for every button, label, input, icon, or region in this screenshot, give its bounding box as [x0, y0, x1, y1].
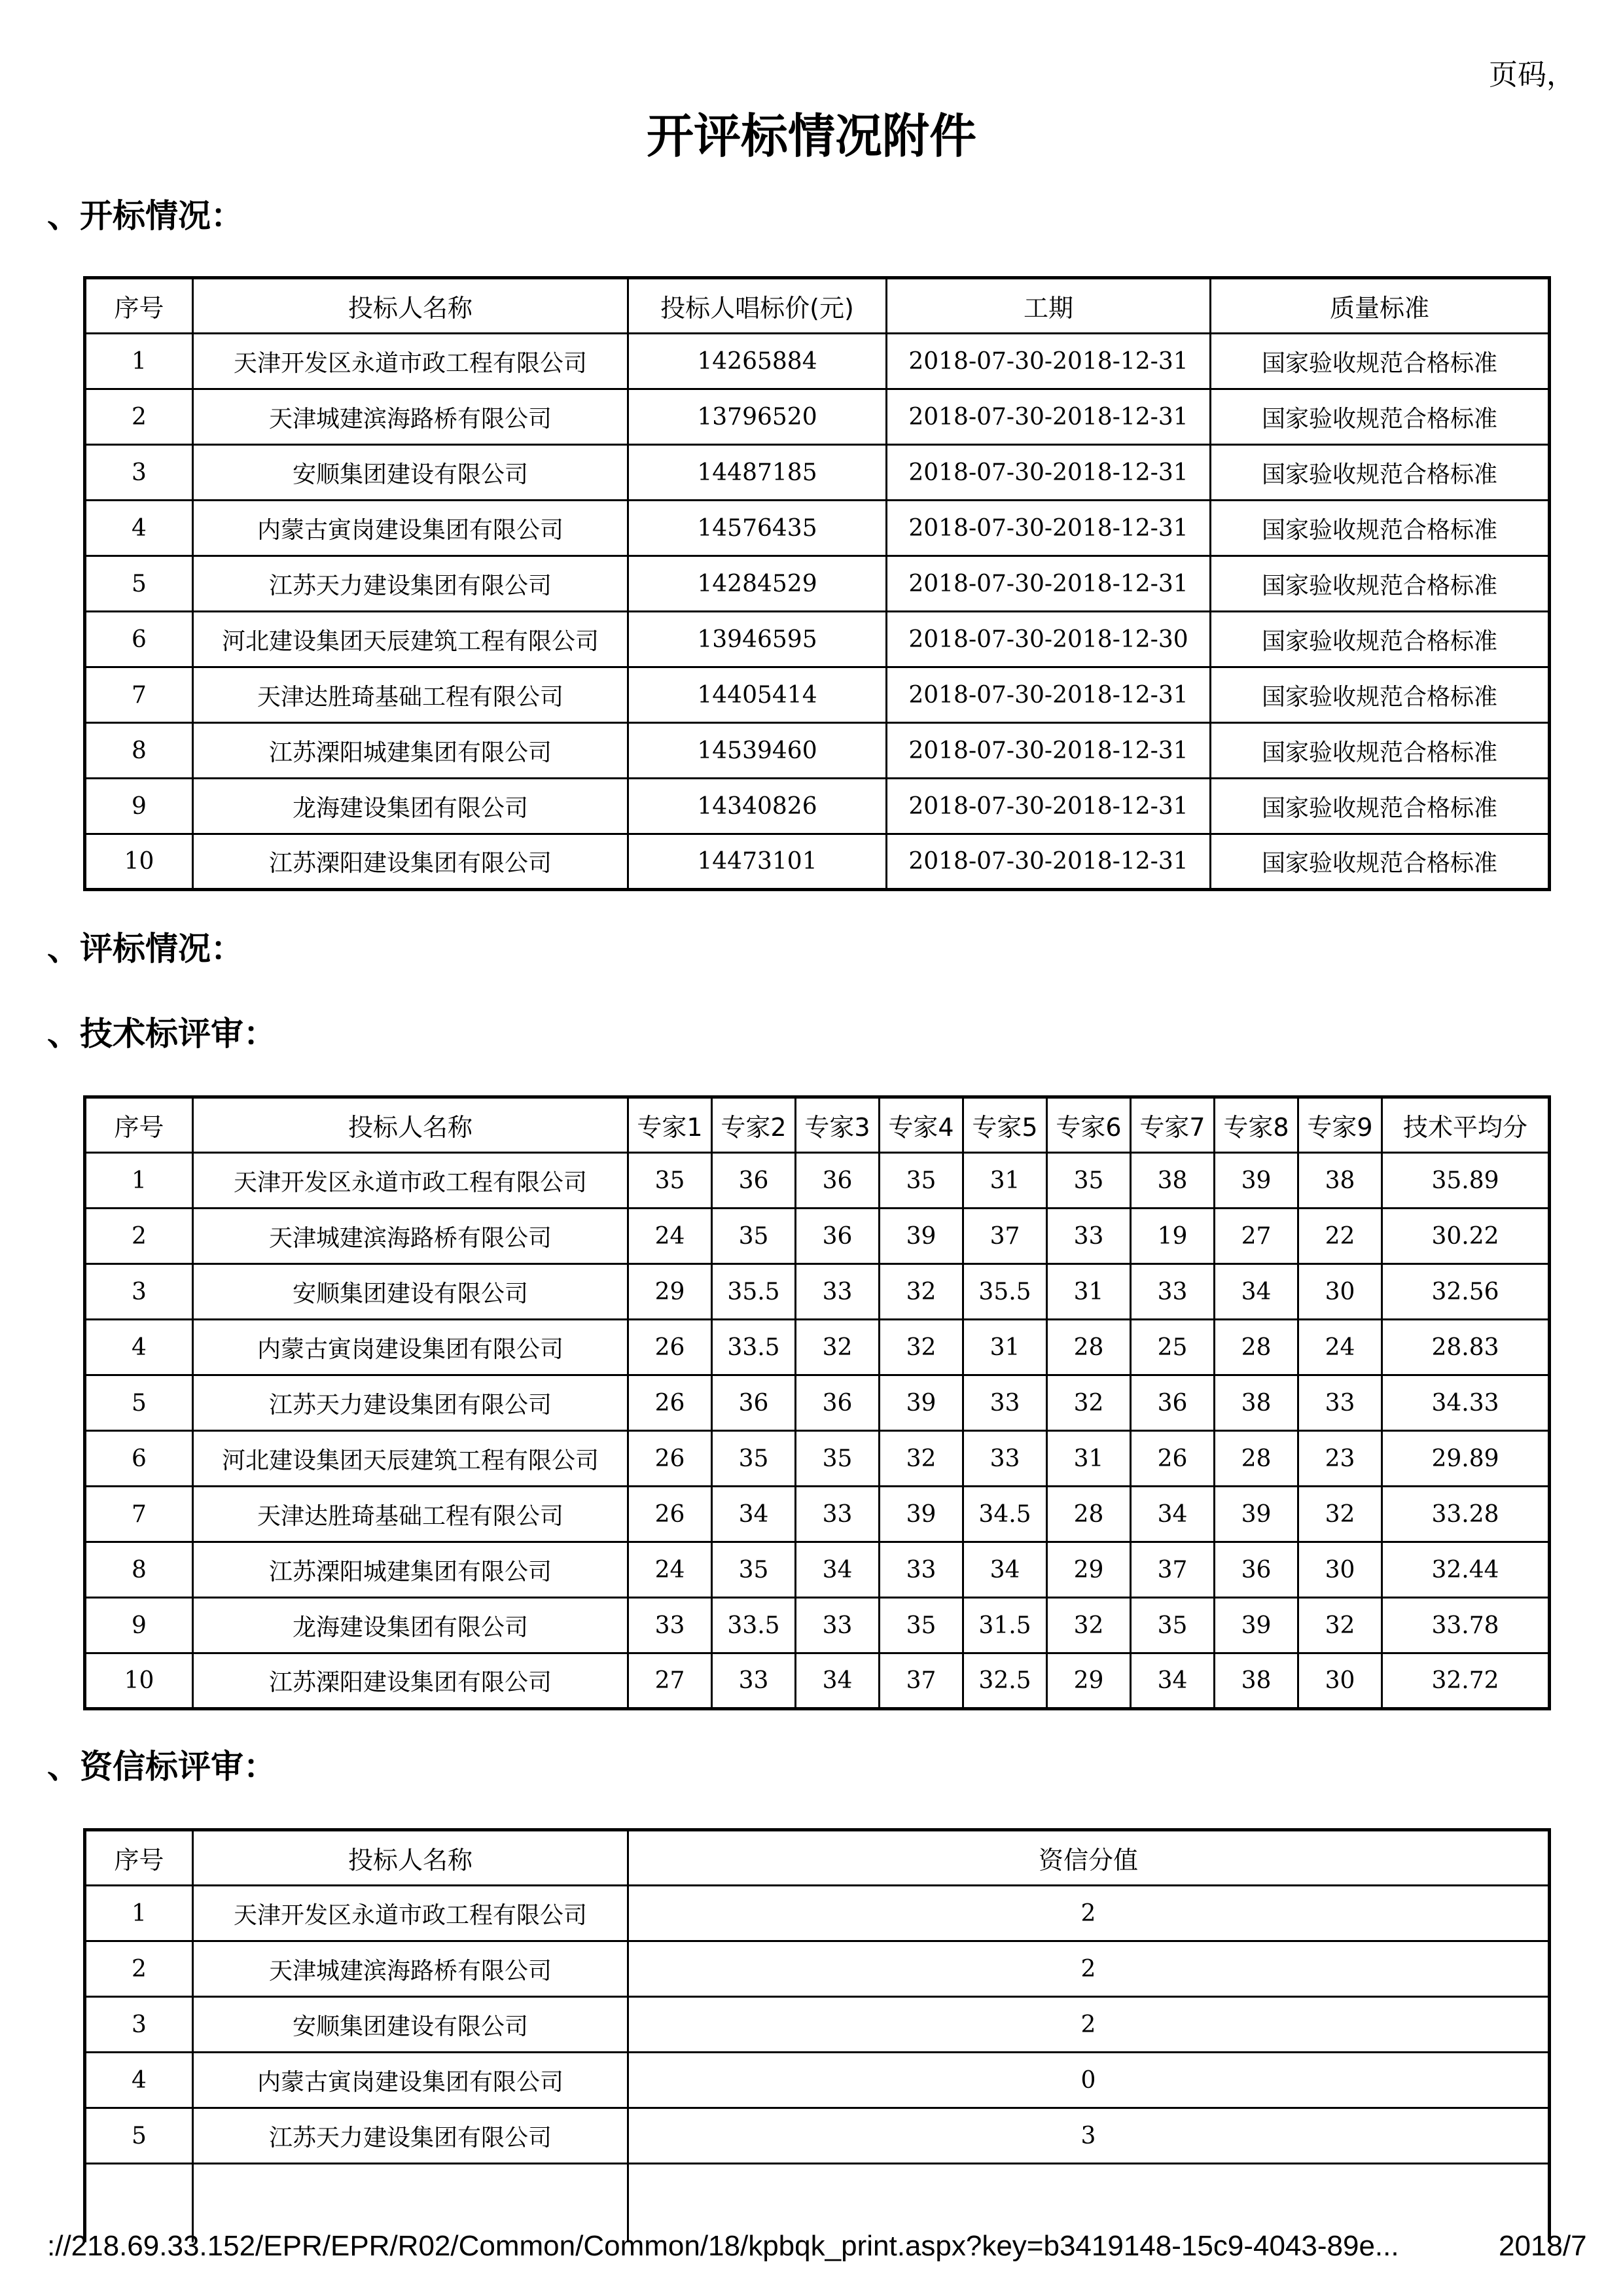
- table-cell: 33: [796, 1598, 880, 1653]
- table-cell: 2: [628, 1941, 1550, 1997]
- table-cell: 33: [1131, 1264, 1215, 1320]
- table-cell: 33.28: [1382, 1487, 1550, 1542]
- table-cell: 2: [85, 1941, 193, 1997]
- table-cell: 28: [1215, 1320, 1298, 1375]
- table-cell: 8: [85, 1542, 193, 1598]
- header-row: [85, 1830, 1550, 1886]
- table-row: [85, 2108, 1550, 2164]
- table-cell: 32: [1047, 1375, 1131, 1431]
- table-cell: 33: [712, 1653, 796, 1709]
- column-header: 序号: [85, 278, 193, 334]
- table-cell: 39: [880, 1375, 963, 1431]
- table-cell: 国家验收规范合格标准: [1211, 834, 1550, 890]
- table-row: [85, 1431, 1550, 1487]
- table-cell: 36: [796, 1153, 880, 1209]
- table-cell: 34: [1215, 1264, 1298, 1320]
- table-cell: 5: [85, 556, 193, 612]
- section-heading-technical: 、技术标评审：: [47, 1015, 276, 1053]
- table-cell: 26: [628, 1320, 712, 1375]
- table-row: [85, 779, 1550, 834]
- table-row: [85, 1153, 1550, 1209]
- credit-table-body: [85, 1886, 1550, 2242]
- table-cell: 35: [880, 1153, 963, 1209]
- table-cell: 14284529: [628, 556, 887, 612]
- table-cell: 32.5: [963, 1653, 1047, 1709]
- table-cell: 天津达胜琦基础工程有限公司: [193, 667, 628, 723]
- table-cell: 28: [1047, 1487, 1131, 1542]
- table-cell: 1: [85, 1153, 193, 1209]
- table-cell: 32: [880, 1320, 963, 1375]
- table-cell: 3: [628, 2108, 1550, 2164]
- table-cell: 国家验收规范合格标准: [1211, 445, 1550, 501]
- table-cell: 14405414: [628, 667, 887, 723]
- table-row: [85, 1209, 1550, 1264]
- table-cell: 14576435: [628, 501, 887, 556]
- table-cell: 37: [963, 1209, 1047, 1264]
- table-row: [85, 445, 1550, 501]
- table-cell: 25: [1131, 1320, 1215, 1375]
- footer-url: ://218.69.33.152/EPR/EPR/R02/Common/Common/18/kpbqk_print.aspx?key=b3419148-15c9-4043-89e...: [47, 2230, 1399, 2262]
- table-row: [85, 389, 1550, 445]
- table-cell: 1: [85, 334, 193, 389]
- table-cell: 34: [1131, 1653, 1215, 1709]
- table-cell: 35: [712, 1542, 796, 1598]
- table-cell: 32: [1047, 1598, 1131, 1653]
- table-cell: 安顺集团建设有限公司: [193, 1997, 628, 2053]
- table-cell: 龙海建设集团有限公司: [193, 779, 628, 834]
- table-cell: 14340826: [628, 779, 887, 834]
- table-cell: 35: [628, 1153, 712, 1209]
- table-cell: 29: [628, 1264, 712, 1320]
- column-header: 质量标准: [1211, 278, 1550, 334]
- table-cell: 31.5: [963, 1598, 1047, 1653]
- table-cell: 34.5: [963, 1487, 1047, 1542]
- table-cell: 33: [963, 1431, 1047, 1487]
- technical-table-body: [85, 1153, 1550, 1709]
- technical-table-header: [85, 1097, 1550, 1153]
- table-cell: 国家验收规范合格标准: [1211, 334, 1550, 389]
- table-cell: 32: [1298, 1598, 1382, 1653]
- table-cell: 14473101: [628, 834, 887, 890]
- section-heading-evaluation: 、评标情况：: [47, 930, 243, 968]
- table-cell: 32.72: [1382, 1653, 1550, 1709]
- table-cell: 13946595: [628, 612, 887, 667]
- table-cell: 34: [712, 1487, 796, 1542]
- table-cell: 江苏溧阳建设集团有限公司: [193, 834, 628, 890]
- table-cell: 34: [1131, 1487, 1215, 1542]
- table-cell: 36: [1131, 1375, 1215, 1431]
- table-cell: 33.78: [1382, 1598, 1550, 1653]
- table-cell: 38: [1215, 1653, 1298, 1709]
- table-cell: 35: [712, 1431, 796, 1487]
- table-cell: 2018-07-30-2018-12-31: [887, 556, 1211, 612]
- table-cell: 3: [85, 1264, 193, 1320]
- column-header: 专家7: [1131, 1097, 1215, 1153]
- credit-table: [83, 1828, 1551, 2242]
- table-cell: 6: [85, 1431, 193, 1487]
- table-cell: 39: [1215, 1153, 1298, 1209]
- table-cell: 29: [1047, 1542, 1131, 1598]
- table-cell: 国家验收规范合格标准: [1211, 612, 1550, 667]
- table-cell: 7: [85, 1487, 193, 1542]
- column-header: 投标人名称: [193, 1097, 628, 1153]
- table-cell: 24: [628, 1542, 712, 1598]
- table-cell: 33: [880, 1542, 963, 1598]
- table-cell: 37: [880, 1653, 963, 1709]
- column-header: 序号: [85, 1097, 193, 1153]
- table-row: [85, 334, 1550, 389]
- table-row: [85, 612, 1550, 667]
- table-cell: 4: [85, 1320, 193, 1375]
- technical-table: [83, 1095, 1551, 1710]
- table-cell: 9: [85, 779, 193, 834]
- footer-date: 2018/7: [1499, 2230, 1587, 2262]
- table-cell: 35: [1047, 1153, 1131, 1209]
- table-cell: 天津开发区永道市政工程有限公司: [193, 1886, 628, 1941]
- table-cell: 14539460: [628, 723, 887, 779]
- table-cell: 36: [796, 1209, 880, 1264]
- table-cell: 27: [628, 1653, 712, 1709]
- table-cell: 内蒙古寅岗建设集团有限公司: [193, 501, 628, 556]
- table-row: [85, 667, 1550, 723]
- table-cell: 35: [712, 1209, 796, 1264]
- table-cell: 36: [1215, 1542, 1298, 1598]
- table-cell: 37: [1131, 1542, 1215, 1598]
- table-cell: 32: [880, 1264, 963, 1320]
- table-cell: 34: [796, 1542, 880, 1598]
- table-row: [85, 723, 1550, 779]
- table-row: [85, 1487, 1550, 1542]
- column-header: 技术平均分: [1382, 1097, 1550, 1153]
- table-cell: 2: [85, 1209, 193, 1264]
- table-cell: 31: [1047, 1264, 1131, 1320]
- table-cell: 10: [85, 834, 193, 890]
- table-cell: 26: [1131, 1431, 1215, 1487]
- table-cell: 24: [628, 1209, 712, 1264]
- table-cell: 38: [1298, 1153, 1382, 1209]
- table-cell: 26: [628, 1431, 712, 1487]
- table-cell: 国家验收规范合格标准: [1211, 389, 1550, 445]
- table-cell: 31: [963, 1153, 1047, 1209]
- table-cell: 2018-07-30-2018-12-31: [887, 334, 1211, 389]
- table-cell: 26: [628, 1487, 712, 1542]
- table-cell: 8: [85, 723, 193, 779]
- table-row: [85, 1941, 1550, 1997]
- table-row: [85, 1997, 1550, 2053]
- table-cell: 天津开发区永道市政工程有限公司: [193, 1153, 628, 1209]
- table-cell: 5: [85, 2108, 193, 2164]
- table-cell: 32.56: [1382, 1264, 1550, 1320]
- table-cell: 江苏溧阳城建集团有限公司: [193, 1542, 628, 1598]
- table-cell: 龙海建设集团有限公司: [193, 1598, 628, 1653]
- table-cell: 2: [628, 1886, 1550, 1941]
- table-row: [85, 2053, 1550, 2108]
- opening-table-body: [85, 334, 1550, 890]
- column-header: 投标人名称: [193, 278, 628, 334]
- table-cell: 39: [1215, 1487, 1298, 1542]
- table-cell: 2018-07-30-2018-12-31: [887, 445, 1211, 501]
- table-cell: 安顺集团建设有限公司: [193, 445, 628, 501]
- column-header: 投标人唱标价(元): [628, 278, 887, 334]
- table-cell: 39: [880, 1487, 963, 1542]
- table-cell: 2: [628, 1997, 1550, 2053]
- table-cell: 34: [963, 1542, 1047, 1598]
- table-cell: 14487185: [628, 445, 887, 501]
- table-cell: 国家验收规范合格标准: [1211, 723, 1550, 779]
- table-cell: 19: [1131, 1209, 1215, 1264]
- section-heading-credit: 、资信标评审：: [47, 1748, 276, 1786]
- table-cell: 4: [85, 501, 193, 556]
- table-cell: 2018-07-30-2018-12-31: [887, 779, 1211, 834]
- table-cell: 江苏溧阳建设集团有限公司: [193, 1653, 628, 1709]
- column-header: 专家2: [712, 1097, 796, 1153]
- table-cell: 内蒙古寅岗建设集团有限公司: [193, 2053, 628, 2108]
- table-cell: 36: [712, 1375, 796, 1431]
- table-cell: 28: [1215, 1431, 1298, 1487]
- table-cell: 32: [796, 1320, 880, 1375]
- table-cell: 14265884: [628, 334, 887, 389]
- column-header: 投标人名称: [193, 1830, 628, 1886]
- table-cell: 33: [796, 1264, 880, 1320]
- opening-table: [83, 276, 1551, 891]
- table-cell: 35: [796, 1431, 880, 1487]
- table-row: [85, 1886, 1550, 1941]
- table-cell: 7: [85, 667, 193, 723]
- column-header: 资信分值: [628, 1830, 1550, 1886]
- table-cell: 国家验收规范合格标准: [1211, 501, 1550, 556]
- table-cell: 2018-07-30-2018-12-31: [887, 667, 1211, 723]
- table-cell: 0: [628, 2053, 1550, 2108]
- table-cell: 28: [1047, 1320, 1131, 1375]
- header-row: [85, 278, 1550, 334]
- table-cell: 河北建设集团天辰建筑工程有限公司: [193, 1431, 628, 1487]
- table-cell: 13796520: [628, 389, 887, 445]
- table-cell: 39: [1215, 1598, 1298, 1653]
- table-cell: 39: [880, 1209, 963, 1264]
- column-header: 专家9: [1298, 1097, 1382, 1153]
- section-heading-opening: 、开标情况：: [47, 197, 243, 235]
- table-cell: 3: [85, 445, 193, 501]
- table-cell: 30.22: [1382, 1209, 1550, 1264]
- column-header: 专家8: [1215, 1097, 1298, 1153]
- table-cell: 河北建设集团天辰建筑工程有限公司: [193, 612, 628, 667]
- table-cell: 30: [1298, 1542, 1382, 1598]
- table-row: [85, 556, 1550, 612]
- table-cell: 天津达胜琦基础工程有限公司: [193, 1487, 628, 1542]
- column-header: 专家1: [628, 1097, 712, 1153]
- table-cell: 36: [796, 1375, 880, 1431]
- table-cell: 35.89: [1382, 1153, 1550, 1209]
- table-cell: 10: [85, 1653, 193, 1709]
- page-number-label: 页码，: [1489, 58, 1575, 92]
- table-cell: 天津城建滨海路桥有限公司: [193, 1209, 628, 1264]
- table-cell: 内蒙古寅岗建设集团有限公司: [193, 1320, 628, 1375]
- opening-table-header: [85, 278, 1550, 334]
- table-cell: 33: [1298, 1375, 1382, 1431]
- table-cell: 26: [628, 1375, 712, 1431]
- table-cell: 2018-07-30-2018-12-31: [887, 723, 1211, 779]
- table-cell: 天津开发区永道市政工程有限公司: [193, 334, 628, 389]
- table-cell: 23: [1298, 1431, 1382, 1487]
- table-cell: 33: [1047, 1209, 1131, 1264]
- credit-table-header: [85, 1830, 1550, 1886]
- table-cell: 33: [796, 1487, 880, 1542]
- table-cell: 34: [796, 1653, 880, 1709]
- column-header: 专家3: [796, 1097, 880, 1153]
- column-header: 专家6: [1047, 1097, 1131, 1153]
- table-row: [85, 501, 1550, 556]
- table-cell: 33: [628, 1598, 712, 1653]
- table-cell: 天津城建滨海路桥有限公司: [193, 389, 628, 445]
- table-cell: 32.44: [1382, 1542, 1550, 1598]
- table-cell: 32: [880, 1431, 963, 1487]
- table-cell: 3: [85, 1997, 193, 2053]
- table-row: [85, 1653, 1550, 1709]
- table-cell: 30: [1298, 1653, 1382, 1709]
- table-cell: 31: [963, 1320, 1047, 1375]
- table-cell: 35: [1131, 1598, 1215, 1653]
- table-cell: 30: [1298, 1264, 1382, 1320]
- column-header: 专家5: [963, 1097, 1047, 1153]
- table-cell: 2018-07-30-2018-12-31: [887, 834, 1211, 890]
- column-header: 工期: [887, 278, 1211, 334]
- table-cell: 32: [1298, 1487, 1382, 1542]
- table-cell: 6: [85, 612, 193, 667]
- table-cell: 2018-07-30-2018-12-31: [887, 389, 1211, 445]
- table-cell: 38: [1131, 1153, 1215, 1209]
- table-cell: 2018-07-30-2018-12-30: [887, 612, 1211, 667]
- table-cell: 29.89: [1382, 1431, 1550, 1487]
- table-row: [85, 1375, 1550, 1431]
- table-cell: 1: [85, 1886, 193, 1941]
- table-cell: 天津城建滨海路桥有限公司: [193, 1941, 628, 1997]
- table-cell: 27: [1215, 1209, 1298, 1264]
- table-cell: 5: [85, 1375, 193, 1431]
- table-cell: 2: [85, 389, 193, 445]
- table-cell: 江苏天力建设集团有限公司: [193, 1375, 628, 1431]
- document-title: 开评标情况附件: [646, 109, 976, 164]
- table-cell: 35.5: [963, 1264, 1047, 1320]
- table-cell: 9: [85, 1598, 193, 1653]
- table-row: [85, 834, 1550, 890]
- table-row: [85, 1542, 1550, 1598]
- column-header: 序号: [85, 1830, 193, 1886]
- column-header: 专家4: [880, 1097, 963, 1153]
- table-cell: 4: [85, 2053, 193, 2108]
- table-cell: 国家验收规范合格标准: [1211, 779, 1550, 834]
- table-row: [85, 1264, 1550, 1320]
- table-cell: 江苏天力建设集团有限公司: [193, 556, 628, 612]
- table-cell: 33.5: [712, 1598, 796, 1653]
- table-cell: 2018-07-30-2018-12-31: [887, 501, 1211, 556]
- table-cell: 33: [963, 1375, 1047, 1431]
- table-cell: 34.33: [1382, 1375, 1550, 1431]
- table-cell: 24: [1298, 1320, 1382, 1375]
- table-cell: 22: [1298, 1209, 1382, 1264]
- table-cell: 33.5: [712, 1320, 796, 1375]
- table-row: [85, 1598, 1550, 1653]
- header-row: [85, 1097, 1550, 1153]
- table-cell: 36: [712, 1153, 796, 1209]
- table-cell: 38: [1215, 1375, 1298, 1431]
- table-cell: 江苏天力建设集团有限公司: [193, 2108, 628, 2164]
- table-cell: 国家验收规范合格标准: [1211, 556, 1550, 612]
- table-cell: 31: [1047, 1431, 1131, 1487]
- table-row: [85, 1320, 1550, 1375]
- table-cell: 28.83: [1382, 1320, 1550, 1375]
- table-cell: 29: [1047, 1653, 1131, 1709]
- table-cell: 35: [880, 1598, 963, 1653]
- table-cell: 国家验收规范合格标准: [1211, 667, 1550, 723]
- table-cell: 安顺集团建设有限公司: [193, 1264, 628, 1320]
- table-cell: 35.5: [712, 1264, 796, 1320]
- table-cell: 江苏溧阳城建集团有限公司: [193, 723, 628, 779]
